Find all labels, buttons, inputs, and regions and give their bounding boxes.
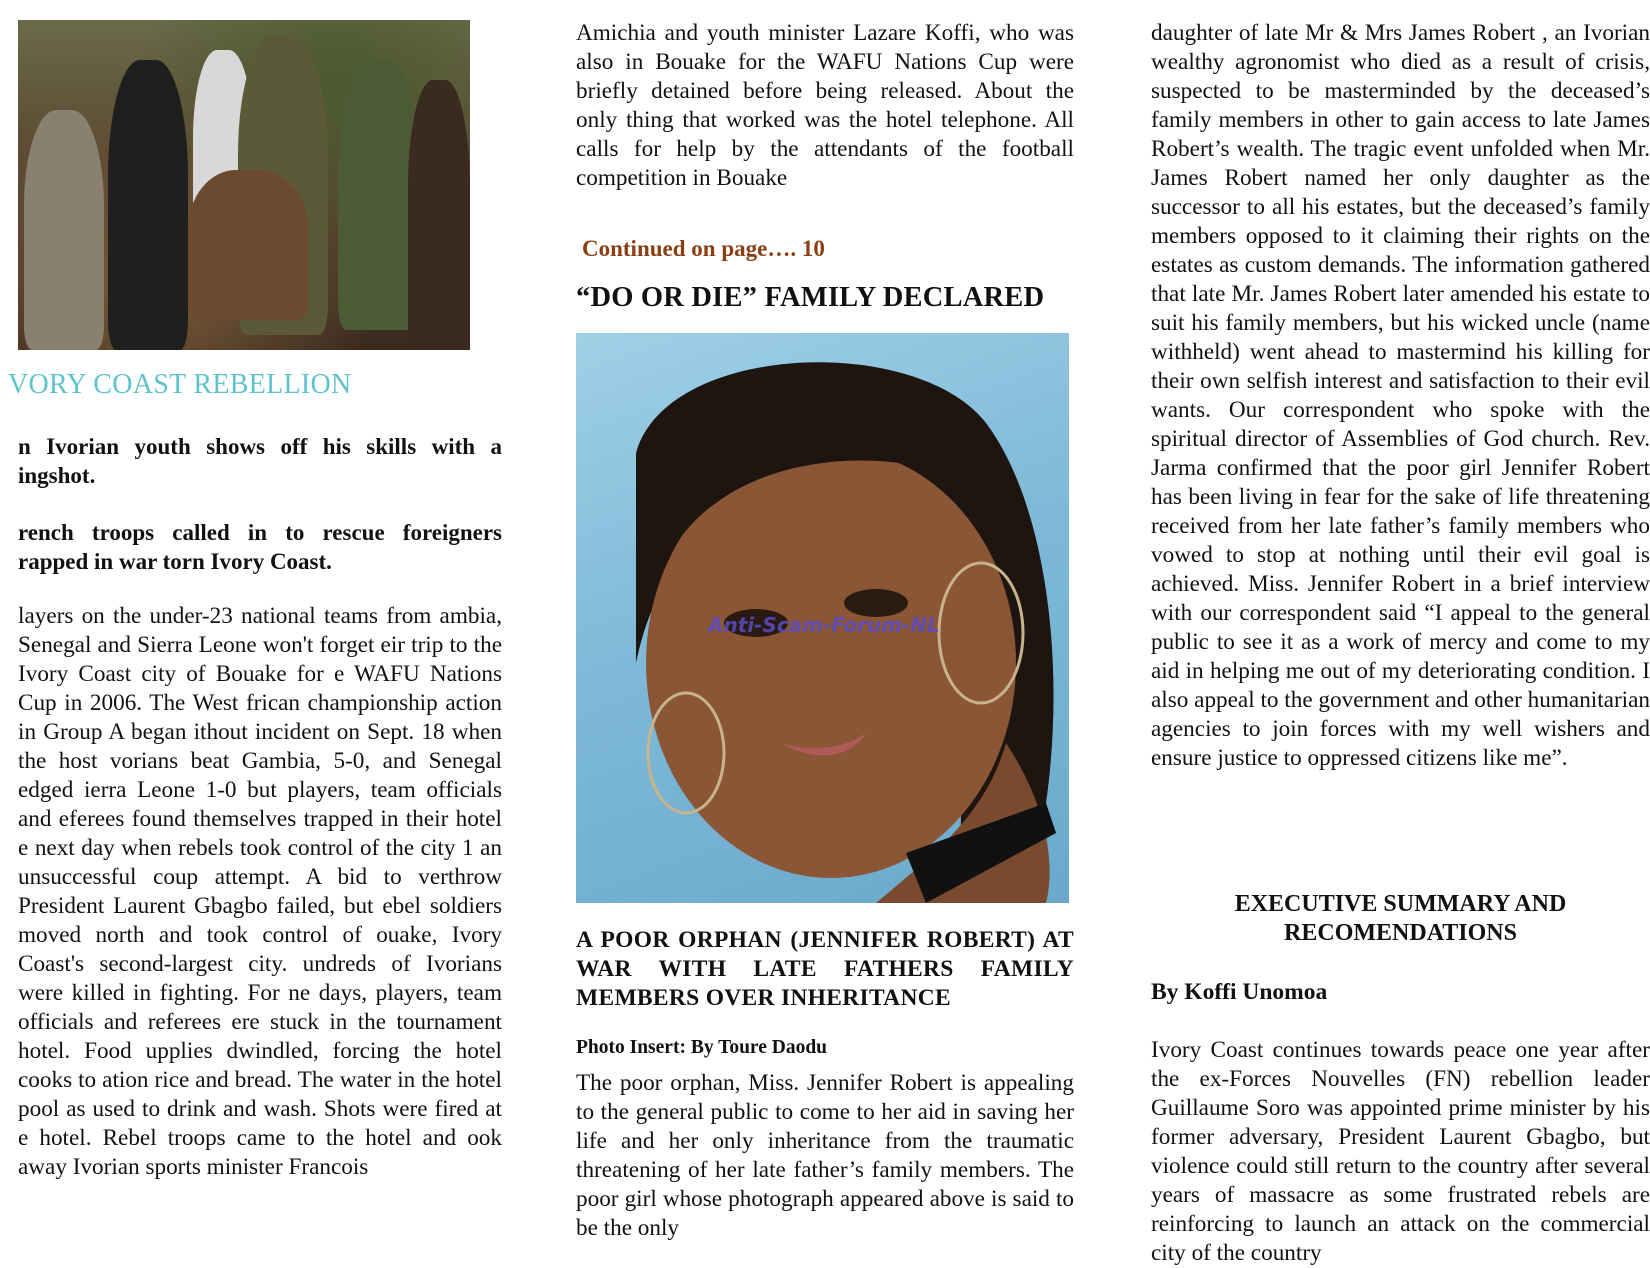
column-left [8, 0, 502, 1241]
article-body-summary: Ivory Coast continues towards peace one year after the ex-Forces Nouvelles (FN) rebellion leader Guillaume Soro was appointed prime minister by his former adversary, President Laurent Gbagbo, but violence could still return to the country after several years of massacre as some frustrated rebels are reinforcing to launch an attack on the commercial city of the country [1151, 1037, 1650, 1266]
headline-orphan: A POOR ORPHAN (JENNIFER ROBERT) AT WAR WITH LATE FATHERS FAMILY MEMBERS OVER INHERITANCE [576, 927, 1074, 1011]
article-body-continued: Amichia and youth minister Lazare Koffi, who was also in Bouake for the WAFU Nations Cup were briefly detained before being released. About the only thing that worked was the hotel telephone. All calls for help by the attendants of the football competition in Bouake [576, 20, 1074, 191]
article-body-wafu: layers on the under-23 national teams from ambia, Senegal and Sierra Leone won't forget eir trip to the Ivory Coast city of Bouake for e WAFU Nations Cup in 2006. The West frican championship action in Group A began ithout incident on Sept. 18 when the host vorians beat Gambia, 5-0, and Senegal edged ierra Leone 1-0 but players, team officials and eferees found themselves trapped in their hotel e next day when rebels took control of the city 1 an unsuccessful coup attempt. A bid to verthrow President Laurent Gbagbo failed, but ebel soldiers moved north and took control of ouake, Ivory Coast's second-largest city. undreds of Ivorians were killed in fighting. For ne days, players, team officials and referees ere stuck in the tournament hotel. Food upplies dwindled, forcing the hotel cooks to ation rice and bread. The water in the hotel pool as used to drink and wash. Shots were fired at e hotel. Rebel troops came to the hotel and ook away Ivorian sports minister Francois [18, 603, 502, 1180]
headline-executive-summary: EXECUTIVE SUMMARY AND RECOMENDATIONS [1234, 891, 1567, 946]
photo-caption-french-troops: rench troops called in to rescue foreigners rapped in war torn Ivory Coast. [18, 520, 502, 574]
byline: By Koffi Unomoa [1151, 979, 1328, 1005]
portrait-photo [576, 333, 1069, 903]
column-middle [576, 0, 1074, 1241]
photo-credit: Photo Insert: By Toure Daodu [576, 1037, 828, 1058]
headline-family-declared: “DO OR DIE” FAMILY DECLARED [576, 282, 1045, 313]
slingshot-youth-photo [18, 20, 470, 350]
watermark-text: Anti-Scam-Forum-NL [708, 613, 940, 637]
photo-caption-slingshot: n Ivorian youth shows off his skills with a ingshot. [18, 434, 502, 488]
column-right [1151, 0, 1650, 1266]
section-title: VORY COAST REBELLION [8, 369, 352, 400]
article-body-orphan-continued: daughter of late Mr & Mrs James Robert , an Ivorian wealthy agronomist who died as a result of crisis, suspected to be masterminded by the deceased’s family members in other to gain access to late James Robert’s wealth. The tragic event unfolded when Mr. James Robert named her only daughter as the successor to all his estates, but the deceased’s family members opposed to it claiming their rights on the estates as custom demands. The information gathered that late Mr. James Robert later amended his estate to suit his family members, but his wicked uncle (name withheld) went ahead to mastermind his killing for their own selfish interest and satisfaction to their evil wants. Our correspondent who spoke with the spiritual director of Assemblies of God church. Rev. Jarma confirmed that the poor girl Jennifer Robert has been living in fear for the sake of life threatening received from her late father’s family members who vowed to stop at nothing until their evil goal is achieved. Miss. Jennifer Robert in a brief interview with our correspondent said “I appeal to the general public to see it as a work of mercy and come to my aid in helping me out of my deteriorating condition. I also appeal to the government and other humanitarian agencies to join forces with my well wishers and ensure justice to oppressed citizens like me”. [1151, 20, 1650, 771]
article-body-orphan: The poor orphan, Miss. Jennifer Robert is appealing to the general public to come to her aid in saving her life and her only inheritance from the traumatic threatening of her late father’s family members. The poor girl whose photograph appeared above is said to be the only [576, 1070, 1074, 1241]
continued-notice: Continued on page…. 10 [582, 236, 825, 261]
